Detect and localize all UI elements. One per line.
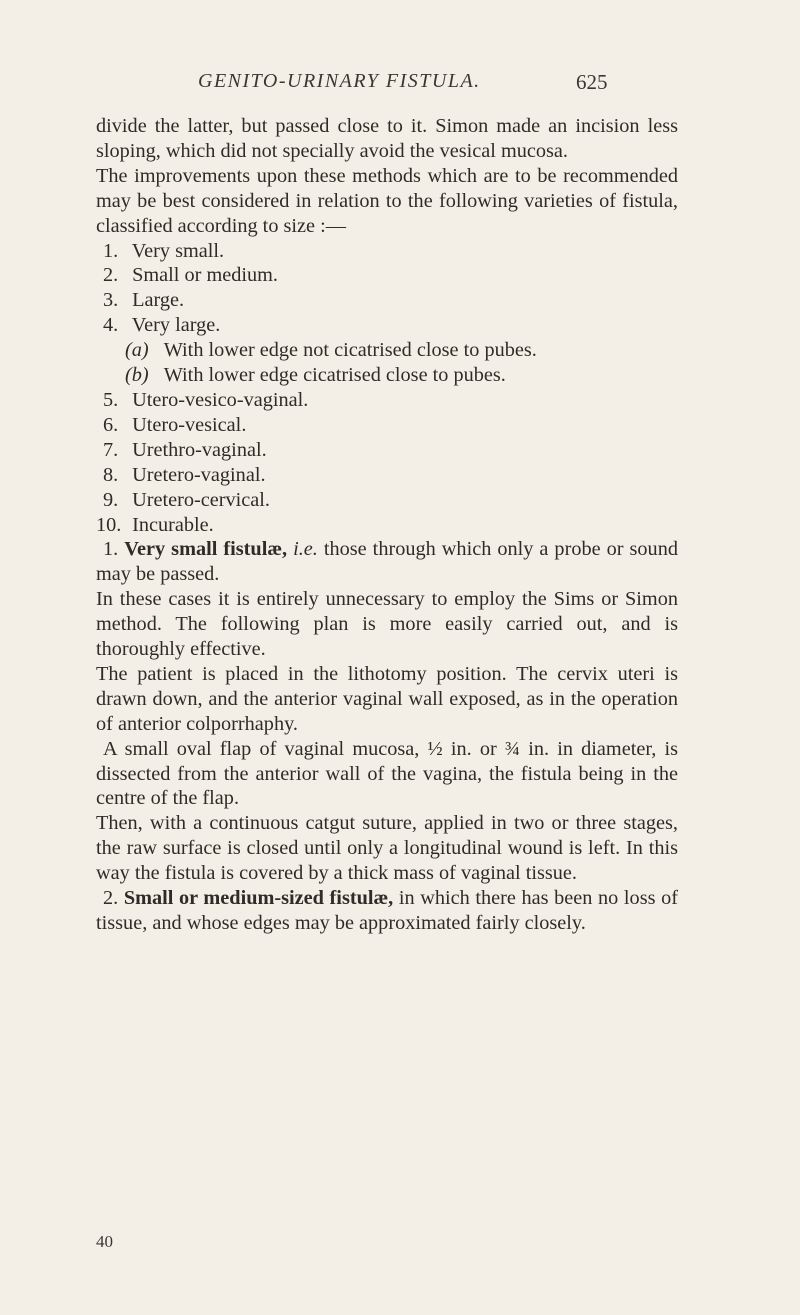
paragraph-oval-flap: A small oval flap of vaginal mucosa, ½ in. or ¾ in. in diameter, is dissected from the anterior wall of the vagina, the fistula being in the centre of the flap. <box>96 737 679 810</box>
list-item: 6. Utero-vesical. <box>103 413 247 436</box>
list-item: 9. Uretero-cervical. <box>103 488 271 511</box>
fraction-half: ½ <box>427 737 443 760</box>
section-heading: Very small fistulæ, <box>124 538 288 561</box>
list-item: 5. Utero-vesico-vaginal. <box>103 388 309 411</box>
list-item: 7. Urethro-vaginal. <box>103 438 267 461</box>
fistula-classification-list <box>96 239 678 538</box>
paragraph-lithotomy: The patient is placed in the lithotomy position. The cervix uteri is drawn down, and the anterior vaginal wall exposed, as in the operation of anterior colporrhaphy. <box>96 662 678 735</box>
paragraph-varieties-intro: The improvements upon these methods which are to be recommended may be best considered in relation to the following varieties of fistula, classified according to size :— <box>96 164 678 237</box>
paragraph-sims-simon: In these cases it is entirely unnecessary to employ the Sims or Simon method. The following plan is more easily carried out, and is thoroughly effective. <box>96 588 678 661</box>
running-title: GENITO-URINARY FISTULA. <box>198 70 481 92</box>
fraction-three-quarters: ¾ <box>504 737 521 760</box>
section-very-small: 1. Very small fistulæ, i.e. those through which only a probe or sound may be passed. <box>96 538 678 586</box>
body-text <box>96 114 678 936</box>
list-item: 8. Uretero-vaginal. <box>103 463 266 486</box>
signature-mark: 40 <box>96 1232 113 1251</box>
list-item: 2. Small or medium. <box>103 264 278 287</box>
list-item: 1. Very small. <box>103 239 225 262</box>
section-small-medium: 2. Small or medium-sized fistulæ, in which there has been no loss of tissue, and whose edges may be approximated fairly closely. <box>96 887 678 934</box>
paragraph-catgut-suture: Then, with a continuous catgut suture, applied in two or three stages, the raw surface is closed until only a longitudinal wound is left. In this way the fistula is covered by a thick mass of vaginal tissue. <box>96 812 678 885</box>
list-subitem: (b) With lower edge cicatrised close to pubes. <box>125 364 506 387</box>
list-item: 3. Large. <box>103 289 185 312</box>
list-item: 10. Incurable. <box>96 513 214 536</box>
list-subitem: (a) With lower edge not cicatrised close to pubes. <box>125 339 537 362</box>
page-number: 625 <box>576 70 608 94</box>
running-head <box>0 70 800 100</box>
list-item: 4. Very large. <box>103 314 221 337</box>
paragraph-continuation: divide the latter, but passed close to it. Simon made an incision less sloping, which did not specially avoid the vesical mucosa. <box>96 115 678 162</box>
section-heading: Small or medium-sized fistulæ, <box>123 887 394 910</box>
